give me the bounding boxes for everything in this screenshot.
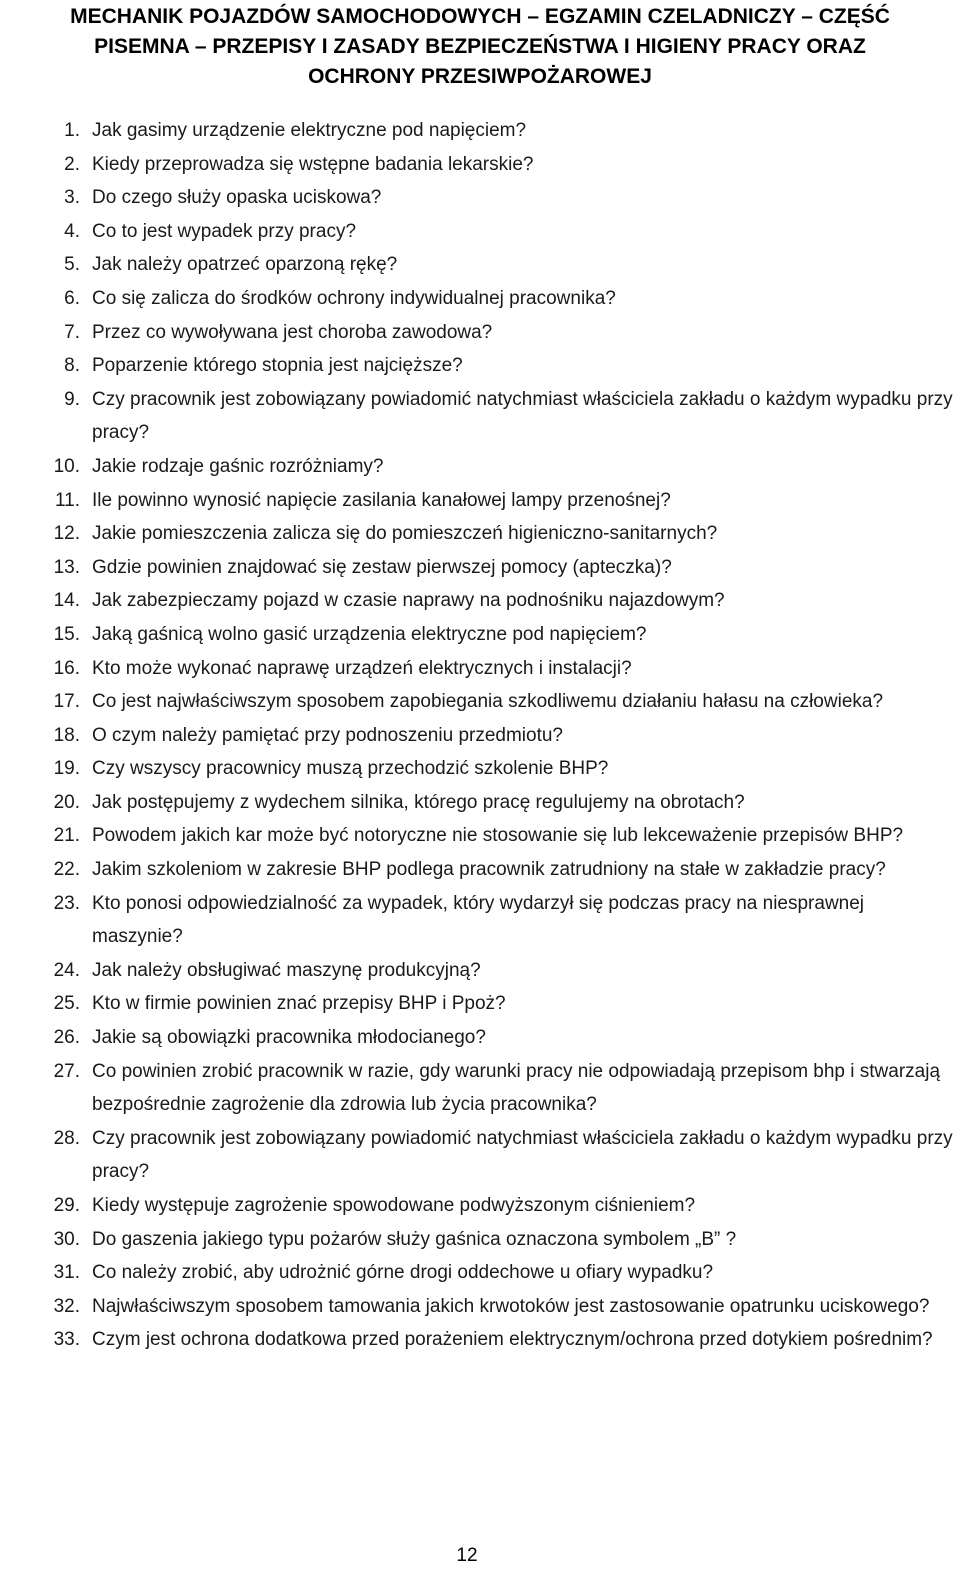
question-item [0,1223,960,1257]
question-item [0,1189,960,1223]
question-text: Do czego służy opaska uciskowa? [92,187,382,209]
question-item [0,248,960,282]
question-item [0,215,960,249]
question-text: Jak należy obsługiwać maszynę produkcyjną? [92,959,481,981]
question-number: 2. [64,153,80,175]
question-item [0,1290,960,1324]
question-item [0,1122,960,1189]
question-item [0,450,960,484]
question-text: Co należy zrobić, aby udrożnić górne drogi oddechowe u ofiary wypadku? [92,1262,714,1284]
question-item [0,1256,960,1290]
question-number: 24. [53,959,80,981]
title-line-3: OCHRONY PRZESIWPOŻAROWEJ [308,65,652,88]
question-number: 16. [53,657,80,679]
question-item [0,752,960,786]
question-item [0,114,960,148]
question-item [0,618,960,652]
title-line-2: PISEMNA – PRZEPISY I ZASADY BEZPIECZEŃSTWA I HIGIENY PRACY ORAZ [94,35,866,58]
question-item [0,383,960,450]
question-text: O czym należy pamiętać przy podnoszeniu przedmiotu? [92,724,564,746]
question-text: Powodem jakich kar może być notoryczne nie stosowanie się lub lekceważenie przepisów BHP? [92,825,904,847]
question-number: 17. [53,691,80,713]
question-number: 9. [64,388,80,410]
question-item [0,1021,960,1055]
question-text: Kiedy przeprowadza się wstępne badania lekarskie? [92,153,534,175]
question-text: Czym jest ochrona dodatkowa przed porażeniem elektrycznym/ochrona przed dotykiem pośrednim? [92,1329,933,1351]
question-number: 8. [64,355,80,377]
question-item [0,786,960,820]
question-number: 31. [53,1262,80,1284]
question-text: Ile powinno wynosić napięcie zasilania kanałowej lampy przenośnej? [92,489,671,511]
page-title [0,2,960,92]
question-number: 14. [53,590,80,612]
question-number: 22. [53,859,80,881]
question-number: 4. [64,220,80,242]
question-text: Kto może wykonać naprawę urządzeń elektrycznych i instalacji? [92,657,632,679]
question-text: Jakie są obowiązki pracownika młodocianego? [92,1027,486,1049]
question-text: Jak gasimy urządzenie elektryczne pod napięciem? [92,120,527,141]
question-number: 27. [53,1060,80,1082]
page-number: 12 [456,1545,478,1566]
question-item [0,652,960,686]
question-number: 28. [53,1127,80,1149]
question-number: 26. [53,1027,80,1049]
question-item [0,685,960,719]
question-item [0,181,960,215]
question-text: Jakie rodzaje gaśnic rozróżniamy? [92,455,384,477]
question-text: Jakim szkoleniom w zakresie BHP podlega pracownik zatrudniony na stałe w zakładzie pracy? [92,859,886,881]
question-item [0,517,960,551]
question-number: 18. [53,724,80,746]
question-text: Do gaszenia jakiego typu pożarów służy gaśnica oznaczona symbolem „B” ? [92,1228,737,1250]
question-text: Co się zalicza do środków ochrony indywidualnej pracownika? [92,287,616,309]
title-line-1: MECHANIK POJAZDÓW SAMOCHODOWYCH – EGZAMIN CZELADNICZY – CZĘŚĆ [70,5,890,28]
question-number: 7. [64,321,80,343]
question-number: 12. [53,523,80,545]
question-text: Jak zabezpieczamy pojazd w czasie naprawy na podnośniku najazdowym? [92,590,725,612]
question-text: Jaką gaśnicą wolno gasić urządzenia elektryczne pod napięciem? [92,623,647,645]
question-text: Co jest najwłaściwszym sposobem zapobiegania szkodliwemu działaniu hałasu na człowieka? [92,691,884,713]
question-text: Jak należy opatrzeć oparzoną rękę? [92,254,398,276]
question-text: Najwłaściwszym sposobem tamowania jakich krwotoków jest zastosowanie opatrunku uciskowego? [92,1295,930,1317]
question-number: 15. [53,623,80,645]
question-text: Przez co wywoływana jest choroba zawodowa? [92,321,493,343]
question-item [0,349,960,383]
question-item [0,853,960,887]
question-text: Czy wszyscy pracownicy muszą przechodzić szkolenie BHP? [92,758,609,780]
question-text: Czy pracownik jest zobowiązany powiadomić natychmiast właściciela zakładu o każdym wypadku przy pracy? [92,1127,953,1183]
question-number: 3. [64,187,80,209]
question-item [0,887,960,954]
question-number: 10. [53,455,80,477]
question-text: Czy pracownik jest zobowiązany powiadomić natychmiast właściciela zakładu o każdym wypadku przy pracy? [92,388,953,444]
question-number: 20. [53,791,80,813]
question-item [0,584,960,618]
question-item [0,484,960,518]
question-item [0,1323,960,1357]
question-number: 11. [54,489,80,511]
question-text: Kto ponosi odpowiedzialność za wypadek, który wydarzył się podczas pracy na niesprawnej maszynie? [92,892,865,948]
question-item [0,316,960,350]
question-text: Poparzenie którego stopnia jest najcięższe? [92,355,463,377]
question-number: 29. [53,1195,80,1216]
question-number: 30. [53,1228,80,1250]
question-item [0,282,960,316]
question-item [0,551,960,585]
question-item [0,148,960,182]
question-number: 25. [53,993,80,1015]
question-number: 23. [53,892,80,914]
question-text: Gdzie powinien znajdować się zestaw pierwszej pomocy (apteczka)? [92,556,672,578]
question-text: Kto w firmie powinien znać przepisy BHP i Ppoż? [92,993,506,1015]
question-number: 1. [64,120,80,141]
question-text: Kiedy występuje zagrożenie spowodowane podwyższonym ciśnieniem? [92,1195,696,1216]
question-item [0,954,960,988]
question-number: 32. [53,1295,80,1317]
question-number: 19. [53,758,80,780]
question-list [0,114,960,1357]
question-number: 13. [53,556,80,578]
question-text: Co to jest wypadek przy pracy? [92,220,357,242]
question-item [0,987,960,1021]
question-item [0,719,960,753]
question-number: 33. [53,1329,80,1351]
question-number: 21. [53,825,80,847]
question-item [0,819,960,853]
question-number: 6. [64,287,80,309]
question-text: Co powinien zrobić pracownik w razie, gdy warunki pracy nie odpowiadają przepisom bhp i stwarzają bezpośrednie zagrożenie dla zdrowia lub życia pracownika? [92,1060,941,1116]
question-number: 5. [64,254,80,276]
question-item [0,1055,960,1122]
question-text: Jak postępujemy z wydechem silnika, którego pracę regulujemy na obrotach? [92,791,745,813]
question-text: Jakie pomieszczenia zalicza się do pomieszczeń higieniczno-sanitarnych? [92,523,718,545]
